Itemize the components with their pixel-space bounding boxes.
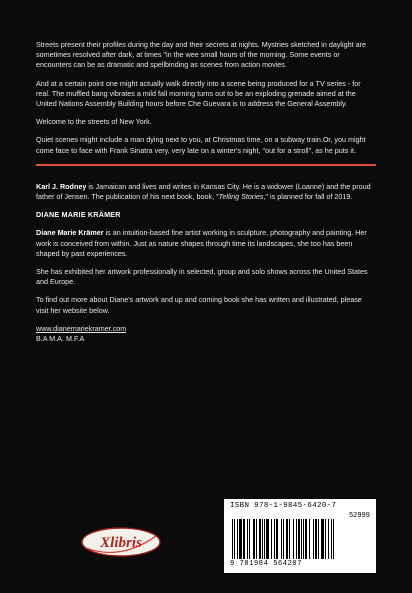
intro-paragraph-2: And at a certain point one might actually walk directly into a scene being produced for a TV series - for real. The muffled bang vibrates a mild fall morning turns out to be an exploding grenade aimed at the United Nations Assembly Building hours before Che Guevara is to address the General Assembly. — [36, 78, 361, 109]
website-link[interactable]: www.dianemariekramer.com — [36, 323, 127, 333]
price-code: 52999 — [348, 512, 370, 520]
barcode-bar — [281, 519, 282, 559]
barcode-bar — [266, 519, 269, 559]
author-bio-text-b: ," is planned for fall of 2019. — [263, 192, 353, 202]
illustrator-name: Diane Marie Krämer — [36, 228, 104, 238]
xlibris-logo — [80, 525, 162, 559]
barcode-bar — [333, 519, 334, 559]
logo-text: Xlibris — [100, 535, 142, 551]
back-cover-text — [36, 40, 376, 344]
barcode-bar — [325, 519, 326, 559]
barcode-bar — [237, 519, 238, 559]
illustrator-heading: DIANE MARIE KRÄMER — [36, 210, 121, 220]
barcode-bar — [296, 519, 297, 559]
barcode-bar — [264, 519, 265, 559]
barcode-bar — [315, 519, 317, 559]
illustrator-bio — [36, 228, 376, 259]
barcode-bar — [283, 519, 284, 559]
barcode-bar — [289, 519, 290, 559]
intro-paragraph-1: Streets present their profiles during the day and their secrets at nights. Mystries sketched in daylight are sometimes resolved after dark, at times "in the wee small hours of the morning. Some events or encounters can be as dramatic and spellbinding as scenes from action movies. — [36, 40, 366, 70]
barcode-bar — [262, 519, 263, 559]
barcode-bar — [243, 519, 245, 559]
barcode-bar — [259, 519, 261, 559]
credentials: B.A M.A. M.F.A — [36, 334, 85, 344]
barcode-bar — [234, 519, 235, 559]
barcode-bar — [239, 519, 242, 559]
barcode-bar — [274, 519, 275, 559]
book-title: Telling Stories — [218, 192, 264, 202]
barcode-bar — [256, 519, 257, 559]
barcode-bar — [286, 519, 288, 559]
barcode-bar — [271, 519, 272, 559]
barcode-bar — [301, 519, 302, 559]
illustrator-website-intro: To find out more about Diane's artwork and up and coming book she has written and illustrated, please visit her website below. — [36, 295, 362, 315]
barcode-bar — [298, 519, 300, 559]
intro-paragraph-3: Welcome to the streets of New York. — [36, 117, 152, 127]
barcode-bar — [318, 519, 319, 559]
barcode-bar — [331, 519, 332, 559]
intro-paragraph-4: Quiet scenes might include a man dying next to you, at Christmas time, on a subway train.Or, you might come face to face with Frank Sinatra very, very late on a winter's night, "out for a stroll", as he puts it. — [36, 135, 366, 155]
barcode-bar — [247, 519, 248, 559]
website-link-line — [36, 324, 376, 334]
barcode-bar — [309, 519, 310, 559]
barcode-bar — [276, 519, 278, 559]
barcode-bar — [303, 519, 304, 559]
author-bio-text-a: is Jamaican and lives and writes in Kansas City. He is a widower (Loanne) and the proud father of Jensen. The publication of his next book, book, " — [36, 181, 371, 202]
barcode-bar — [321, 519, 324, 559]
barcode-panel — [224, 499, 376, 573]
author-bio — [36, 182, 376, 202]
barcode-bar — [293, 519, 294, 559]
barcode-bar — [305, 519, 307, 559]
barcode-bar — [249, 519, 250, 559]
illustrator-bio-text: is an intuition-based fine artist working in sculpture, photography and painting. Her work is conceived from within. Just as nature shapes through time its landscapes, she too has been shaped by past experiences. — [36, 228, 367, 258]
isbn-label: ISBN 978-1-9845-6420-7 — [230, 502, 337, 510]
section-divider — [36, 164, 376, 166]
barcode-bar — [232, 519, 233, 559]
barcode-number: 9 781984 564207 — [230, 560, 303, 568]
barcode-bars — [230, 519, 370, 559]
illustrator-exhibitions: She has exhibited her artwork professionally in selected, group and solo shows across the United States and Europe. — [36, 267, 368, 287]
author-name: Karl J. Rodney — [36, 181, 87, 191]
barcode-bar — [253, 519, 255, 559]
barcode-bar — [328, 519, 329, 559]
barcode-bar — [313, 519, 314, 559]
